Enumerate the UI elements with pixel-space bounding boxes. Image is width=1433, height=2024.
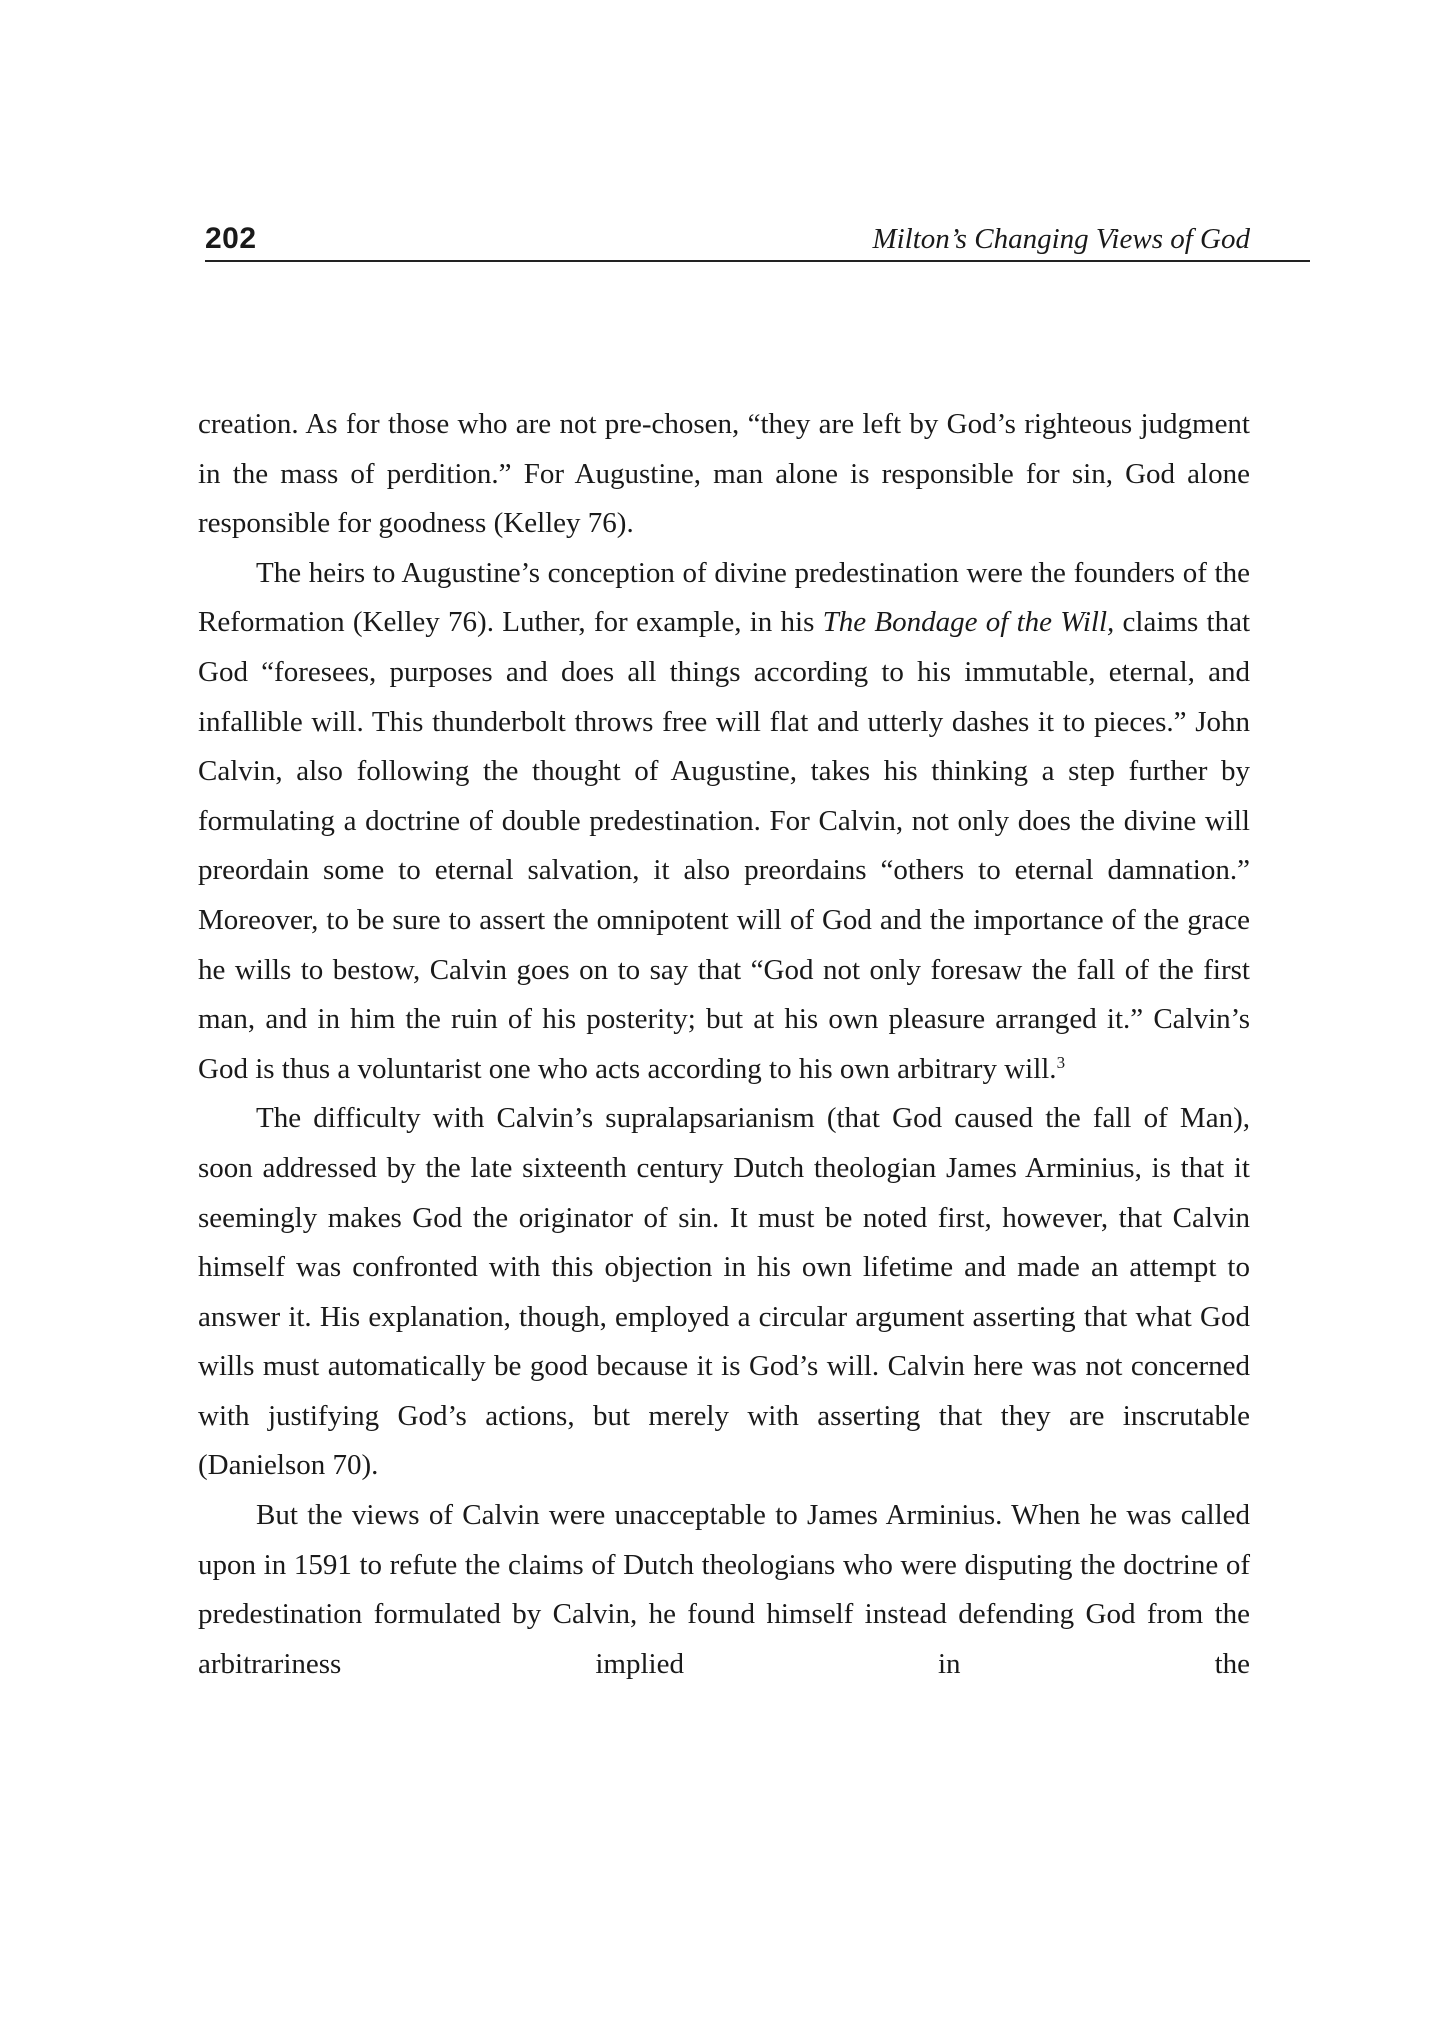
body-text bbox=[198, 400, 1250, 1689]
book-title: The Bondage of the Will, bbox=[822, 606, 1115, 639]
paragraph-3: The difficulty with Calvin’s supralapsarianism (that God caused the fall of Man), soon addressed by the late sixteenth century Dutch theologian James Arminius, is that it seemingly makes God the originator of sin. It must be noted first, however, that Calvin himself was confronted with this objection in his own lifetime and made an attempt to answer it. His explanation, though, employed a circular argument asserting that what God wills must automatically be good because it is God’s will. Calvin here was not concerned with justifying God’s actions, but merely with asserting that they are inscrutable (Danielson 70). bbox=[198, 1102, 1250, 1482]
footnote-marker: 3 bbox=[1056, 1052, 1066, 1072]
page-number: 202 bbox=[205, 222, 257, 255]
paragraph-2-text-a: The heirs to Augustine’s conception of divine predestination were the founders of the Reformation (Kelley 76). Luther, for example, in his bbox=[198, 556, 1250, 639]
paragraph-1: creation. As for those who are not pre-chosen, “they are left by God’s righteous judgment in the mass of perdition.” For Augustine, man alone is responsible for sin, God alone responsible for goodness (Kelley 76). bbox=[198, 408, 1250, 540]
paragraph-4: But the views of Calvin were unacceptable to James Arminius. When he was called upon in 1591 to refute the claims of Dutch theologians who were disputing the doctrine of predestination formulated by Calvin, he found himself instead defending God from the arbitrariness implied in the bbox=[198, 1499, 1250, 1680]
running-title: Milton’s Changing Views of God bbox=[872, 223, 1250, 255]
paragraph-2 bbox=[198, 549, 1250, 1095]
paragraph-2-text-b: claims that God “foresees, purposes and does all things according to his immutable, eternal, and infallible will. This thunderbolt throws free will flat and utterly dashes it to pieces.” John Calvin, also following the thought of Augustine, takes his thinking a step further by formulating a doctrine of double predestination. For Calvin, not only does the divine will preordain some to eternal salvation, it also preordains “others to eternal damnation.” Moreover, to be sure to assert the omnipotent will of God and the importance of the grace he wills to bestow, Calvin goes on to say that “God not only foresaw the fall of the first man, and in him the ruin of his posterity; but at his own pleasure arranged it.” Calvin’s God is thus a voluntarist one who acts according to his own arbitrary will. bbox=[198, 606, 1250, 1085]
running-head bbox=[205, 212, 1310, 262]
